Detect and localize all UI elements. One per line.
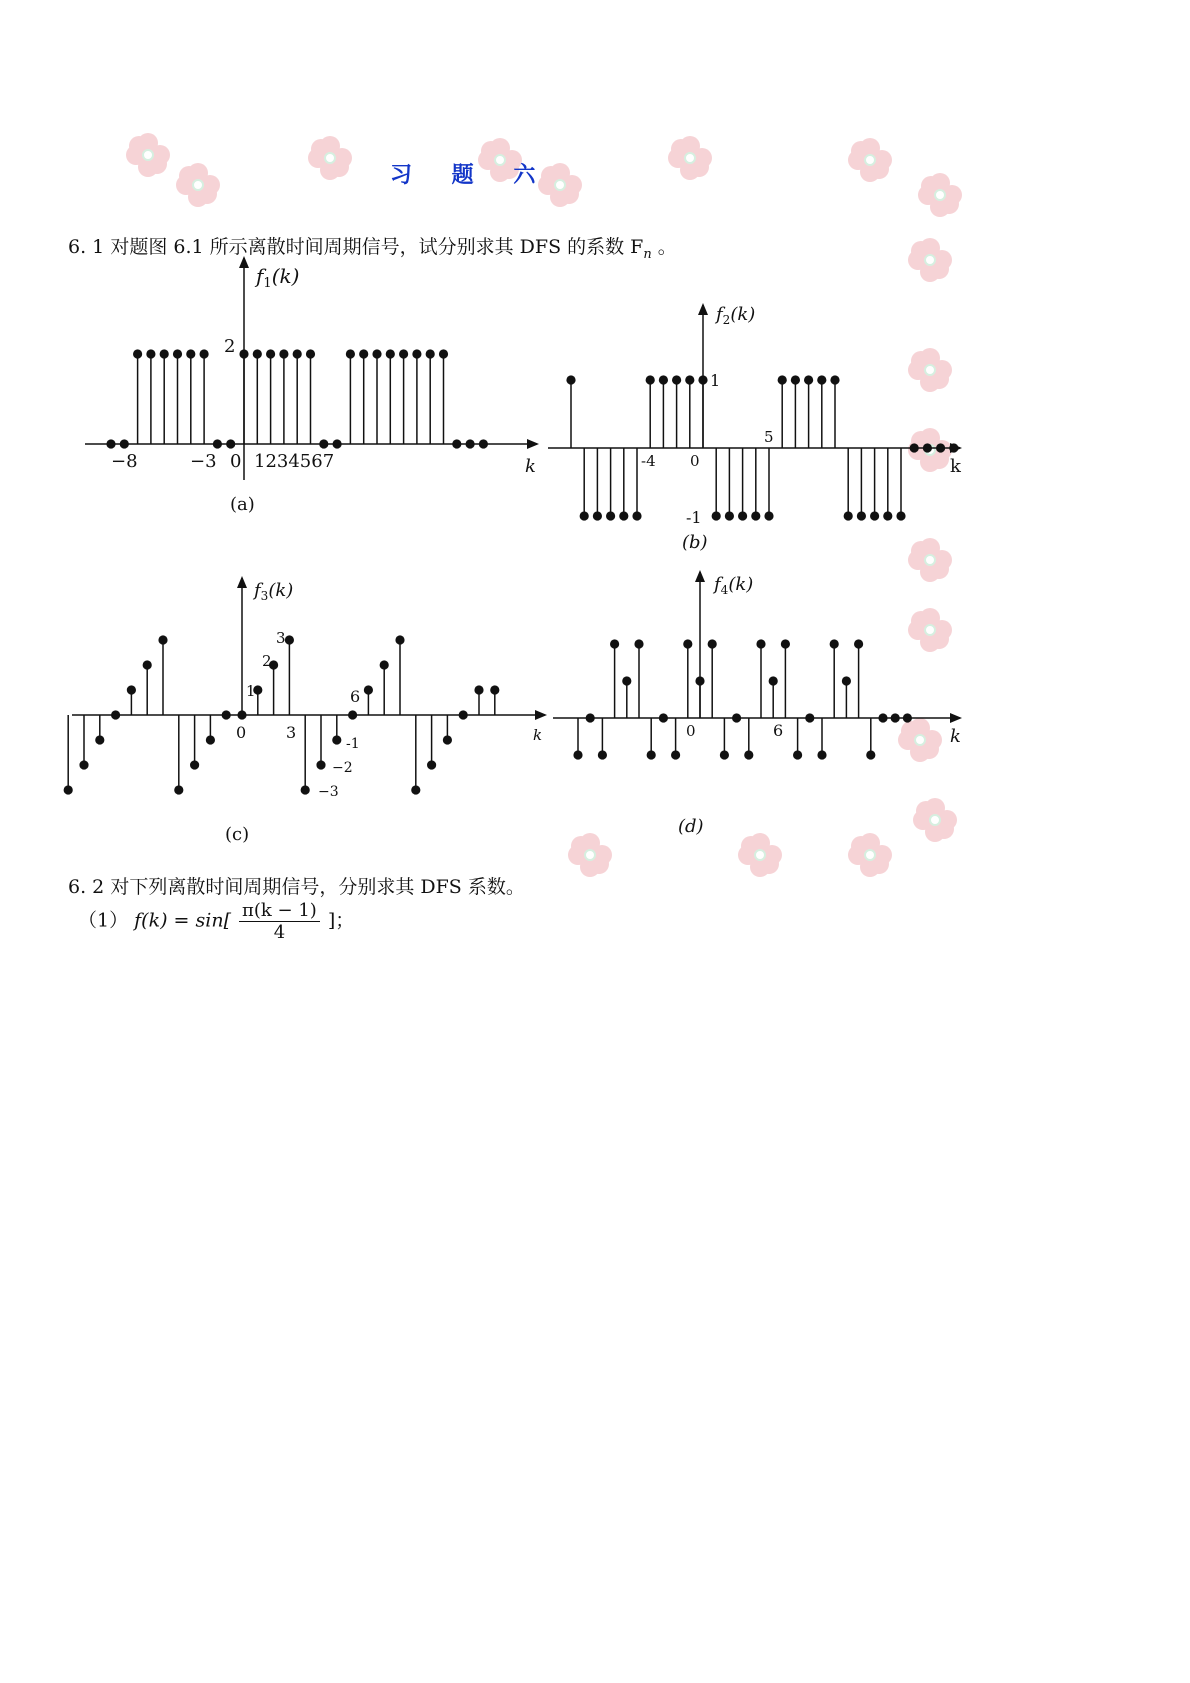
- plot-a-tick-label: 1234567: [254, 451, 335, 472]
- problem-number: 6. 1: [68, 236, 105, 258]
- equation-lhs: f(k) = sin[: [134, 909, 231, 932]
- plot-c-tick-label: 6: [350, 687, 361, 706]
- stem-point: [266, 349, 275, 358]
- stem-point: [127, 685, 136, 694]
- stem-point: [781, 639, 790, 648]
- stem-point: [174, 785, 183, 794]
- equation-denominator: 4: [273, 922, 286, 943]
- stem-point: [237, 710, 246, 719]
- stem-point: [120, 439, 129, 448]
- stem-point: [910, 443, 919, 452]
- stem-point: [817, 375, 826, 384]
- stem-point: [866, 750, 875, 759]
- stem-point: [672, 375, 681, 384]
- stem-point: [222, 710, 231, 719]
- plot-c-value-label: −2: [332, 760, 353, 776]
- stem-point: [133, 349, 142, 358]
- plot-d-stems: [573, 639, 912, 759]
- stem-point: [778, 375, 787, 384]
- equation-rhs: ]；: [327, 909, 355, 932]
- stem-point: [671, 750, 680, 759]
- stem-point: [459, 710, 468, 719]
- stem-point: [619, 511, 628, 520]
- stem-point: [698, 375, 707, 384]
- stem-point: [685, 375, 694, 384]
- stem-point: [725, 511, 734, 520]
- plot-b-value-label: 1: [710, 371, 721, 390]
- plot-c-value-label: 2: [262, 652, 272, 670]
- stem-point: [190, 760, 199, 769]
- stem-point: [474, 685, 483, 694]
- stem-point: [316, 760, 325, 769]
- stem-point: [95, 735, 104, 744]
- stem-point: [764, 511, 773, 520]
- stem-point: [610, 639, 619, 648]
- plot-c: [64, 578, 545, 845]
- plot-a-xlabel: k: [525, 456, 536, 477]
- plot-d-xlabel: k: [950, 726, 961, 747]
- stem-point: [817, 750, 826, 759]
- stem-point: [160, 349, 169, 358]
- plot-c-tick-label: 3: [286, 723, 297, 742]
- stem-point: [830, 375, 839, 384]
- plot-c-value-label: -1: [346, 736, 360, 752]
- stem-point: [111, 710, 120, 719]
- stem-point: [279, 349, 288, 358]
- stem-point: [883, 511, 892, 520]
- stem-point: [426, 349, 435, 358]
- stem-point: [285, 635, 294, 644]
- stem-point: [452, 439, 461, 448]
- stem-point: [386, 349, 395, 358]
- problem-text: 对题图 6.1 所示离散时间周期信号，试分别求其 DFS 的系数 F: [110, 236, 644, 258]
- stem-point: [319, 439, 328, 448]
- stem-point: [804, 375, 813, 384]
- stem-point: [805, 713, 814, 722]
- plot-a-tick-label: 0: [230, 451, 242, 472]
- stem-point: [439, 349, 448, 358]
- stem-point: [646, 375, 655, 384]
- stem-point: [632, 511, 641, 520]
- plot-a: [85, 258, 537, 515]
- stem-point: [586, 713, 595, 722]
- stem-point: [708, 639, 717, 648]
- stem-point: [490, 685, 499, 694]
- plot-b-xlabel: k: [950, 456, 961, 477]
- plot-c-xlabel: k: [533, 726, 543, 744]
- stem-point: [146, 349, 155, 358]
- stem-point: [332, 735, 341, 744]
- stem-point: [395, 635, 404, 644]
- stem-point: [573, 750, 582, 759]
- stem-point: [844, 511, 853, 520]
- problem-tail: 。: [657, 236, 677, 258]
- stem-point: [606, 511, 615, 520]
- equation-1: [78, 900, 354, 943]
- plot-b-value-label: -1: [686, 508, 702, 527]
- stem-point: [346, 349, 355, 358]
- plot-a-tick-label: −8: [111, 451, 138, 472]
- stem-point: [791, 375, 800, 384]
- plot-c-value-label: 3: [276, 629, 286, 647]
- stem-point: [213, 439, 222, 448]
- stem-point: [622, 676, 631, 685]
- plot-d-tick-label: 0: [686, 722, 696, 740]
- stem-point: [333, 439, 342, 448]
- stem-point: [854, 639, 863, 648]
- stem-point: [186, 349, 195, 358]
- stem-point: [683, 639, 692, 648]
- equation-fraction: [239, 900, 320, 943]
- stem-point: [793, 750, 802, 759]
- stem-point: [738, 511, 747, 520]
- plot-c-caption: (c): [225, 824, 250, 845]
- stem-point: [106, 439, 115, 448]
- plot-a-level-label: 2: [224, 336, 236, 357]
- stem-point: [372, 349, 381, 358]
- stem-point: [878, 713, 887, 722]
- stem-point: [744, 750, 753, 759]
- stem-point: [842, 676, 851, 685]
- problem-text: 对下列离散时间周期信号，分别求其 DFS 系数。: [110, 876, 525, 898]
- stem-point: [896, 511, 905, 520]
- stem-point: [659, 375, 668, 384]
- stem-point: [756, 639, 765, 648]
- plot-a-ylabel: $f_1(k)$: [256, 264, 300, 291]
- stem-point: [399, 349, 408, 358]
- plot-b-caption: (b): [682, 532, 708, 553]
- stem-point: [158, 635, 167, 644]
- problem-6-2: [68, 872, 525, 899]
- stem-point: [751, 511, 760, 520]
- equation-index: （1）: [78, 909, 129, 932]
- stem-point: [659, 713, 668, 722]
- stem-point: [598, 750, 607, 759]
- problem-number: 6. 2: [68, 876, 105, 898]
- stem-point: [364, 685, 373, 694]
- stem-point: [720, 750, 729, 759]
- stem-point: [443, 735, 452, 744]
- page-heading: 习 题 六: [390, 163, 552, 188]
- stem-point: [695, 676, 704, 685]
- stem-point: [769, 676, 778, 685]
- stem-point: [479, 439, 488, 448]
- stem-point: [206, 735, 215, 744]
- plot-b-tick-label: -4: [641, 452, 656, 470]
- stem-point: [348, 710, 357, 719]
- stem-point: [949, 443, 958, 452]
- plot-c-value-label: −3: [318, 784, 339, 800]
- stem-point: [143, 660, 152, 669]
- stem-point: [936, 443, 945, 452]
- plot-d: [553, 572, 961, 837]
- stem-point: [427, 760, 436, 769]
- stem-point: [580, 511, 589, 520]
- plot-b-ylabel: $f_2(k)$: [716, 304, 756, 327]
- stem-point: [903, 713, 912, 722]
- stem-point: [293, 349, 302, 358]
- stem-point: [647, 750, 656, 759]
- stem-point: [466, 439, 475, 448]
- stem-point: [173, 349, 182, 358]
- plot-b-tick-label: 5: [764, 428, 774, 446]
- stem-point: [359, 349, 368, 358]
- stem-point: [830, 639, 839, 648]
- plot-a-stems: [106, 349, 488, 448]
- stem-point: [64, 785, 73, 794]
- stem-point: [411, 785, 420, 794]
- stem-point: [380, 660, 389, 669]
- stem-point: [239, 349, 248, 358]
- stem-point: [857, 511, 866, 520]
- stem-point: [593, 511, 602, 520]
- equation-numerator: π(k − 1): [239, 900, 320, 922]
- stem-point: [253, 349, 262, 358]
- plot-a-caption: (a): [230, 494, 255, 515]
- plot-d-ylabel: $f_4(k)$: [714, 574, 754, 597]
- stem-point: [634, 639, 643, 648]
- stem-point: [712, 511, 721, 520]
- plot-d-tick-label: 6: [773, 721, 784, 740]
- stem-point: [923, 443, 932, 452]
- plot-b: [548, 304, 962, 553]
- stem-point: [226, 439, 235, 448]
- problem-symbol-sub: n: [643, 246, 652, 262]
- stem-point: [200, 349, 209, 358]
- stem-point: [79, 760, 88, 769]
- plot-c-value-label: 1: [246, 682, 256, 700]
- stem-point: [891, 713, 900, 722]
- plot-a-tick-label: −3: [190, 451, 217, 472]
- plot-c-tick-label: 0: [236, 723, 247, 742]
- plot-c-ylabel: $f_3(k)$: [254, 580, 294, 603]
- stem-point: [412, 349, 421, 358]
- stem-point: [732, 713, 741, 722]
- stem-point: [566, 375, 575, 384]
- plot-d-caption: (d): [678, 816, 704, 837]
- plot-b-tick-label: 0: [690, 452, 700, 470]
- stem-point: [301, 785, 310, 794]
- stem-point: [870, 511, 879, 520]
- stem-point: [306, 349, 315, 358]
